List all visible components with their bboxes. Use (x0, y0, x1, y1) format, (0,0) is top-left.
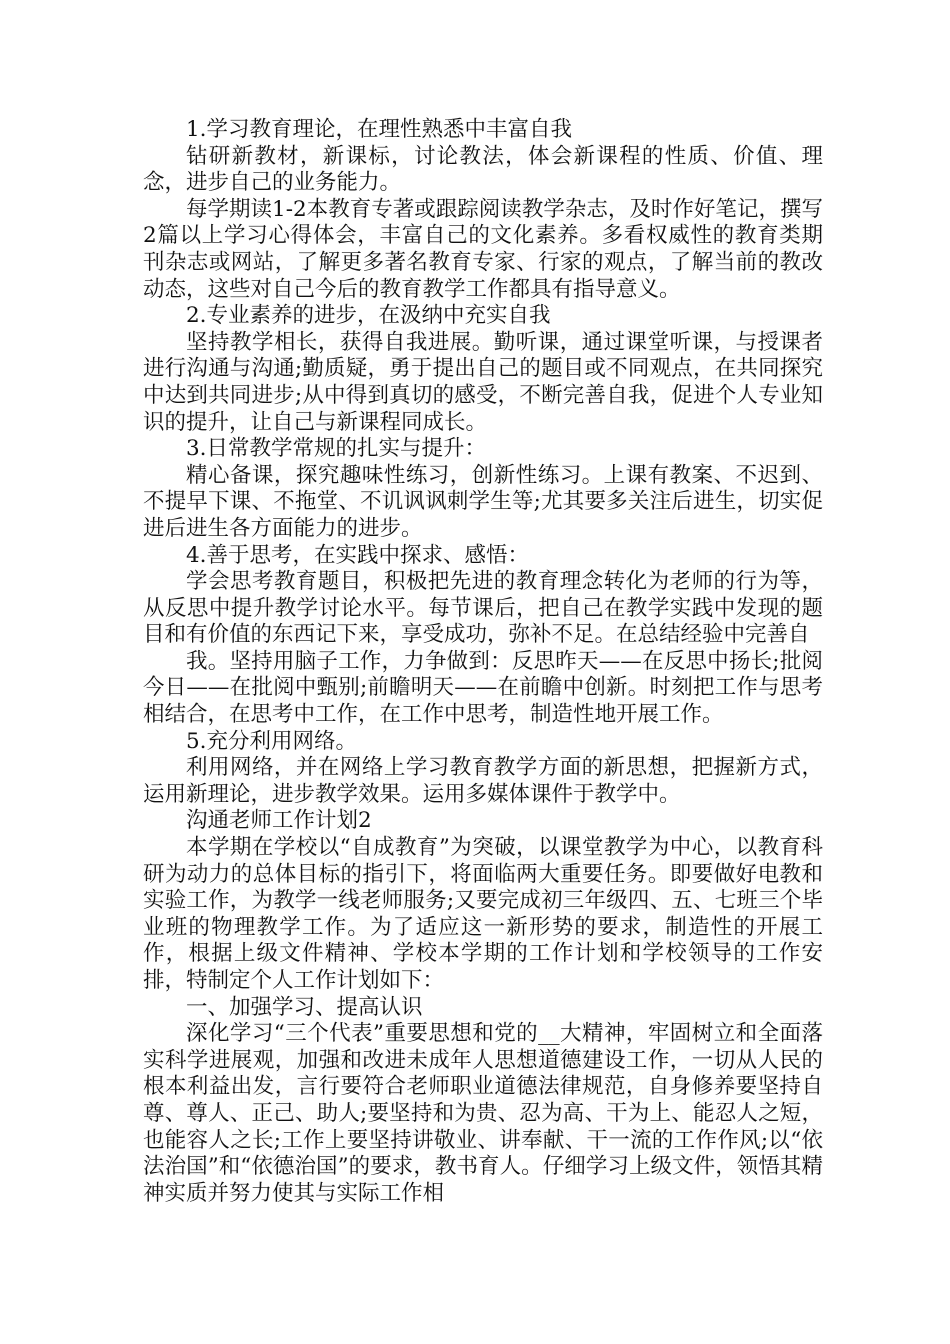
heading-strengthen-learning: 一、加强学习、提高认识 (186, 994, 423, 1020)
paragraph: 利用网络，并在网络上学习教育教学方面的新思想，把握新方式，运用新理论，进步教学效果。运用多媒体课件于教学中。 (143, 755, 823, 807)
heading-study-theory: 1.学习教育理论，在理性熟悉中丰富自我 (186, 117, 573, 142)
heading-network: 5.充分利用网络。 (186, 728, 358, 754)
paragraph: 钻研新教材，新课标，讨论教法，体会新课程的性质、价值、理念，进步自己的业务能力。 (143, 143, 823, 196)
paragraph: 坚持教学相长，获得自我进展。勤听课，通过课堂听课，与授课者进行沟通与沟通;勤质疑，勇于提出自己的题目或不同观点，在共同探究中达到共同进步;从中得到真切的感受，不断完善自我，促进个人专业知识的提升，让自己与新课程同成长。 (143, 329, 823, 435)
paragraph: 每学期读1-2本教育专著或跟踪阅读教学杂志，及时作好笔记，撰写2篇以上学习心得体会，丰富自己的文化素养。多看权威性的教育类期刊杂志或网站，了解更多著名教育专家、行家的观点，了解当前的教改动态，这些对自己今后的教育教学工作都具有指导意义。 (143, 196, 823, 302)
heading-professional-quality: 2.专业素养的进步，在汲纳中充实自我 (186, 303, 551, 329)
paragraph: 本学期在学校以“自成教育”为突破，以课堂教学为中心，以教育科研为动力的总体目标的指引下，将面临两大重要任务。即要做好电教和实验工作，为教学一线老师服务;又要完成初三年级四、五、七班三个毕业班的物理教学工作。为了适应这一新形势的要求，制造性的开展工作，根据上级文件精神、学校本学期的工作计划和学校领导的工作安排，特制定个人工作计划如下： (143, 835, 823, 993)
paragraph: 精心备课，探究趣味性练习，创新性练习。上课有教案、不迟到、不提早下课、不拖堂、不讥讽讽刺学生等;尤其要多关注后进生，切实促进后进生各方面能力的进步。 (143, 462, 823, 541)
section-title-plan-2: 沟通老师工作计划2 (186, 808, 372, 834)
paragraph: 我。坚持用脑子工作，力争做到：反思昨天——在反思中扬长;批阅今日——在批阅中甄别;前瞻明天——在前瞻中创新。时刻把工作与思考相结合，在思考中工作，在工作中思考，制造性地开展工作。 (143, 648, 823, 728)
document-body (143, 117, 823, 1207)
paragraph: 学会思考教育题目，积极把先进的教育理念转化为老师的行为等，从反思中提升教学讨论水平。每节课后，把自己在教学实践中发现的题目和有价值的东西记下来，享受成功，弥补不足。在总结经验中完善自 (143, 569, 823, 648)
paragraph: 深化学习“三个代表”重要思想和党的__大精神，牢固树立和全面落实科学进展观，加强和改进未成年人思想道德建设工作，一切从人民的根本利益出发，言行要符合老师职业道德法律规范，自身修养要坚持自尊、尊人、正己、助人;要坚持和为贵、忍为高、干为上、能忍人之短，也能容人之长;工作上要坚持讲敬业、讲奉献、干一流的工作作风;以“依法治国”和“依德治国”的要求，教书育人。仔细学习上级文件，领悟其精神实质并努力使其与实际工作相 (143, 1021, 823, 1206)
heading-daily-routine: 3.日常教学常规的扎实与提升： (186, 436, 487, 462)
heading-thinking: 4.善于思考，在实践中探求、感悟： (186, 542, 530, 568)
